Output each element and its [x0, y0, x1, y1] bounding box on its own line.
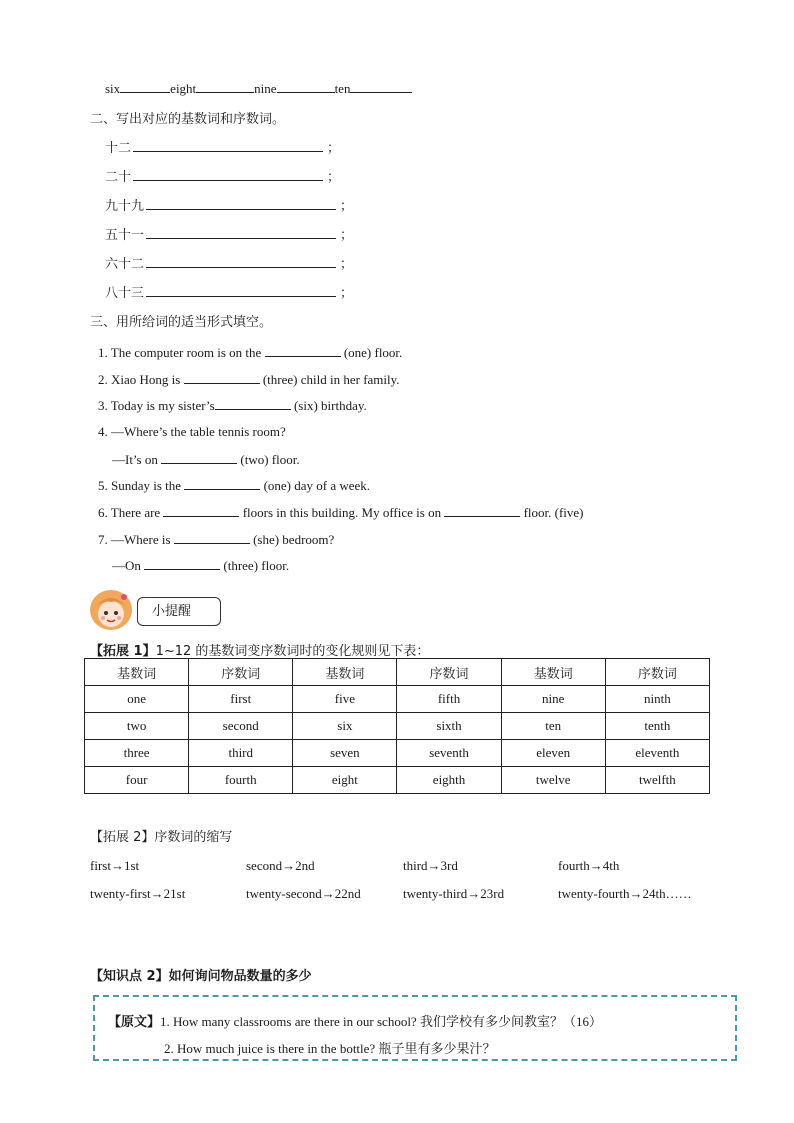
answer-line[interactable] [133, 168, 323, 181]
knowledge-point-2-heading: 【知识点 2】如何询问物品数量的多少 [90, 969, 312, 984]
answer-line[interactable] [133, 139, 323, 152]
question-2: 2. Xiao Hong is (three) child in her family. [98, 372, 400, 387]
blank[interactable] [350, 80, 412, 93]
blank[interactable] [265, 344, 341, 357]
word-nine: nine [254, 81, 277, 96]
original-line-2: 2. How much juice is there in the bottle? 瓶子里有多少果汁？ [164, 1041, 496, 1056]
cardinal-row: 五十一 ； [105, 228, 354, 243]
table-header: 基数词 [85, 659, 189, 686]
table-cell: ten [501, 713, 605, 740]
question-1: 1. The computer room is on the (one) floor. [98, 345, 403, 360]
abbrev-item: twenty-second→22nd [246, 886, 361, 901]
table-header: 序数词 [397, 659, 501, 686]
abbrev-item: twenty-fourth→24th…… [558, 886, 692, 901]
table-cell: second [189, 713, 293, 740]
table-cell: eighth [397, 767, 501, 794]
word-ten: ten [334, 81, 351, 96]
table-row [85, 686, 710, 713]
table-cell: three [85, 740, 189, 767]
answer-line[interactable] [146, 255, 336, 268]
table-header: 序数词 [605, 659, 709, 686]
section3-heading: 三、用所给词的适当形式填空。 [90, 315, 273, 330]
table-cell: third [189, 740, 293, 767]
table-cell: twelfth [605, 767, 709, 794]
cartoon-girl-icon [88, 588, 134, 632]
table-header: 基数词 [293, 659, 397, 686]
table-row [85, 767, 710, 794]
cardinal-row: 六十二 ； [105, 257, 354, 272]
blank[interactable] [215, 397, 291, 410]
table-cell: eleventh [605, 740, 709, 767]
table-cell: nine [501, 686, 605, 713]
original-line-1: 【原文】1. How many classrooms are there in our school? 我们学校有多少间教室？（16） [108, 1014, 602, 1030]
table-cell: eight [293, 767, 397, 794]
table-cell: four [85, 767, 189, 794]
table-header-row [85, 659, 710, 686]
blank[interactable] [184, 371, 260, 384]
answer-line[interactable] [146, 197, 336, 210]
reminder-label: 小提醒 [137, 597, 221, 626]
abbrev-item: twenty-third→23rd [403, 886, 505, 901]
blank[interactable] [163, 504, 239, 517]
abbrev-item: third→3rd [403, 858, 458, 873]
abbrev-item: first→1st [90, 858, 140, 873]
question-4-answer: —It’s on (two) floor. [112, 452, 300, 467]
answer-line[interactable] [146, 226, 336, 239]
cardinal-row: 八十三 ； [105, 286, 354, 301]
cardinal-row: 九十九 ； [105, 199, 354, 214]
table-cell: first [189, 686, 293, 713]
section2-heading: 二、写出对应的基数词和序数词。 [90, 112, 286, 127]
top-fill-line [105, 80, 412, 97]
word-six: six [105, 81, 121, 96]
table-header: 基数词 [501, 659, 605, 686]
abbrev-item: twenty-first→21st [90, 886, 186, 901]
question-6: 6. There are floors in this building. My office is on floor. (five) [98, 505, 584, 520]
abbrev-item: second→2nd [246, 858, 315, 873]
table-header: 序数词 [189, 659, 293, 686]
cardinal-row: 二十 ； [105, 170, 341, 185]
answer-line[interactable] [146, 284, 336, 297]
blank[interactable] [277, 80, 335, 93]
question-7-answer: —On (three) floor. [112, 558, 290, 573]
blank[interactable] [161, 451, 237, 464]
table-row [85, 740, 710, 767]
question-5: 5. Sunday is the (one) day of a week. [98, 478, 371, 493]
table-cell: two [85, 713, 189, 740]
word-eight: eight [170, 81, 197, 96]
question-3: 3. Today is my sister’s (six) birthday. [98, 398, 367, 413]
question-4: 4. —Where’s the table tennis room? [98, 424, 286, 439]
blank[interactable] [196, 80, 254, 93]
blank[interactable] [120, 80, 170, 93]
blank[interactable] [184, 477, 260, 490]
blank[interactable] [144, 557, 220, 570]
table-cell: sixth [397, 713, 501, 740]
table-cell: six [293, 713, 397, 740]
extension-2-heading: 【拓展 2】序数词的缩写 [90, 830, 233, 845]
ordinal-table [84, 658, 710, 794]
table-cell: twelve [501, 767, 605, 794]
extension-1-heading: 【拓展 1】1~12 的基数词变序数词时的变化规则见下表： [90, 644, 430, 659]
table-cell: seven [293, 740, 397, 767]
table-cell: one [85, 686, 189, 713]
table-cell: eleven [501, 740, 605, 767]
cardinal-row: 十二 ； [105, 141, 341, 156]
blank[interactable] [174, 531, 250, 544]
table-row [85, 713, 710, 740]
abbrev-item: fourth→4th [558, 858, 620, 873]
table-cell: ninth [605, 686, 709, 713]
table-cell: fifth [397, 686, 501, 713]
table-cell: seventh [397, 740, 501, 767]
blank[interactable] [444, 504, 520, 517]
table-cell: tenth [605, 713, 709, 740]
table-cell: fourth [189, 767, 293, 794]
table-cell: five [293, 686, 397, 713]
question-7: 7. —Where is (she) bedroom? [98, 532, 335, 547]
